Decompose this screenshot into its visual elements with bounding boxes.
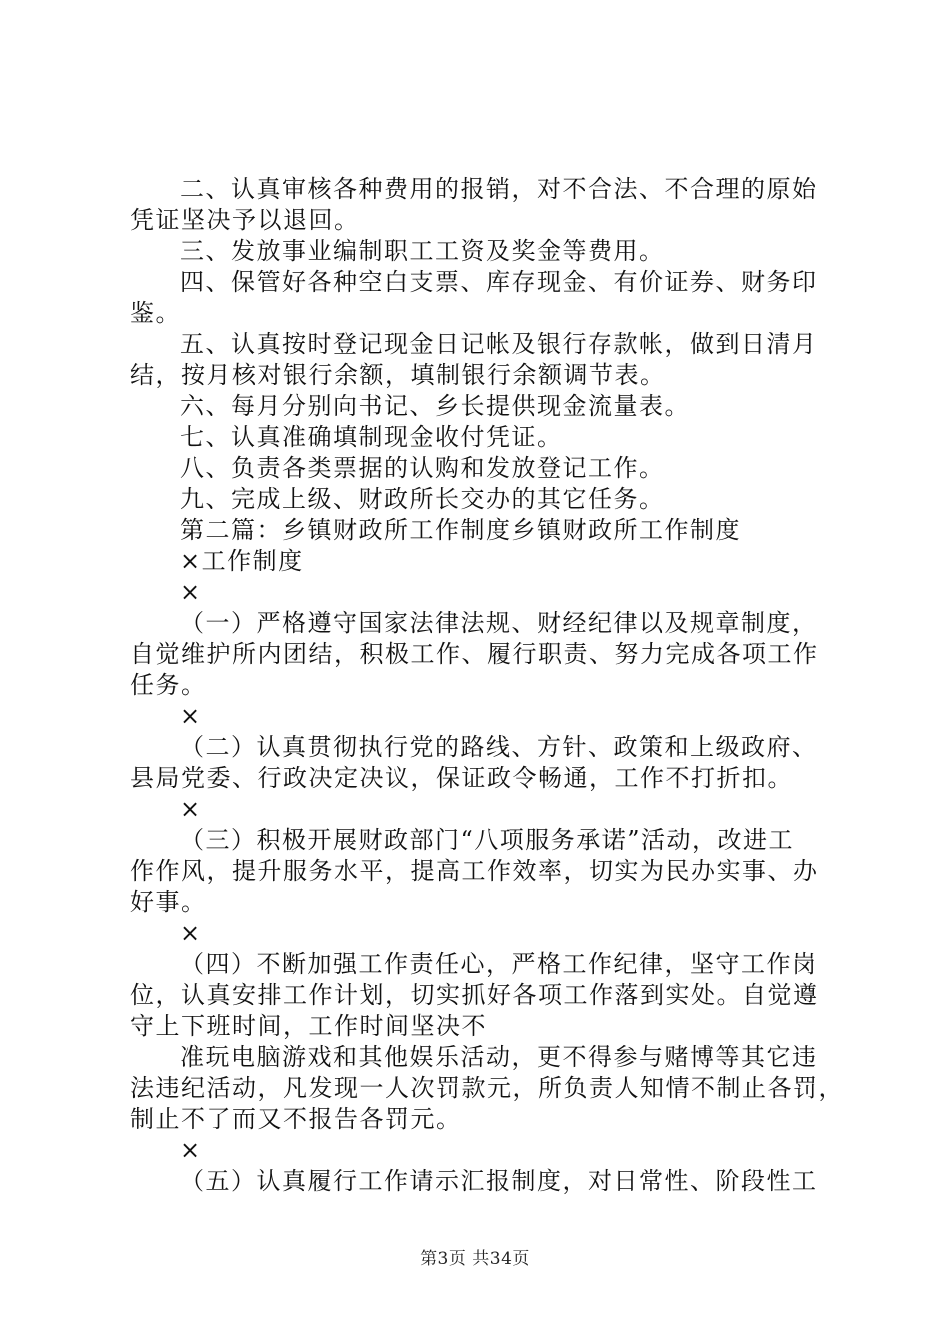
text-line: × (180, 919, 202, 947)
text-line: （一）严格遵守国家法律法规、财经纪律以及规章制度， (180, 609, 818, 637)
text-line: 制止不了而又不报告各罚元。 (130, 1105, 462, 1133)
text-line: × (180, 702, 202, 730)
text-line: 凭证坚决予以退回。 (130, 206, 360, 234)
text-line: 九、完成上级、财政所长交办的其它任务。 (180, 485, 665, 513)
text-line: （二）认真贯彻执行党的路线、方针、政策和上级政府、 (180, 733, 818, 761)
text-line: 结，按月核对银行余额，填制银行余额调节表。 (130, 361, 666, 389)
text-line: 第二篇：乡镇财政所工作制度乡镇财政所工作制度 (180, 516, 741, 544)
text-line: （四）不断加强工作责任心，严格工作纪律，坚守工作岗 (180, 950, 818, 978)
text-line: 任务。 (130, 671, 207, 699)
text-line: 八、负责各类票据的认购和发放登记工作。 (180, 454, 665, 482)
text-line: 五、认真按时登记现金日记帐及银行存款帐，做到日清月 (180, 330, 818, 358)
text-line: （五）认真履行工作请示汇报制度，对日常性、阶段性工 (180, 1167, 818, 1195)
text-line: × (180, 795, 202, 823)
text-line: 位，认真安排工作计划，切实抓好各项工作落到实处。自觉遵 (130, 981, 819, 1009)
text-line: 守上下班时间，工作时间坚决不 (130, 1012, 487, 1040)
page-footer: 第3页 共34页 (420, 1249, 530, 1269)
text-line: × (180, 1136, 202, 1164)
text-line: × (180, 578, 202, 606)
text-line: 自觉维护所内团结，积极工作、履行职责、努力完成各项工作 (130, 640, 819, 668)
text-line: 作作风，提升服务水平，提高工作效率，切实为民办实事、办 (130, 857, 819, 885)
text-line: 三、发放事业编制职工工资及奖金等费用。 (180, 237, 665, 265)
text-line: 四、保管好各种空白支票、库存现金、有价证券、财务印 (180, 268, 818, 296)
text-line: 六、每月分别向书记、乡长提供现金流量表。 (180, 392, 690, 420)
text-line: 七、认真准确填制现金收付凭证。 (180, 423, 563, 451)
text-line: 鉴。 (130, 299, 181, 327)
document-body (130, 174, 844, 1197)
text-line: 法违纪活动，凡发现一人次罚款元，所负责人知情不制止各罚， (130, 1074, 844, 1102)
text-line: 二、认真审核各种费用的报销，对不合法、不合理的原始 (180, 175, 818, 203)
text-line: 县局党委、行政决定决议，保证政令畅通，工作不打折扣。 (130, 764, 793, 792)
text-line: （三）积极开展财政部门“八项服务承诺”活动，改进工 (180, 826, 795, 854)
text-line: ×工作制度 (180, 547, 304, 575)
text-line: 准玩电脑游戏和其他娱乐活动，更不得参与赌博等其它违 (180, 1043, 818, 1071)
text-line: 好事。 (130, 888, 207, 916)
